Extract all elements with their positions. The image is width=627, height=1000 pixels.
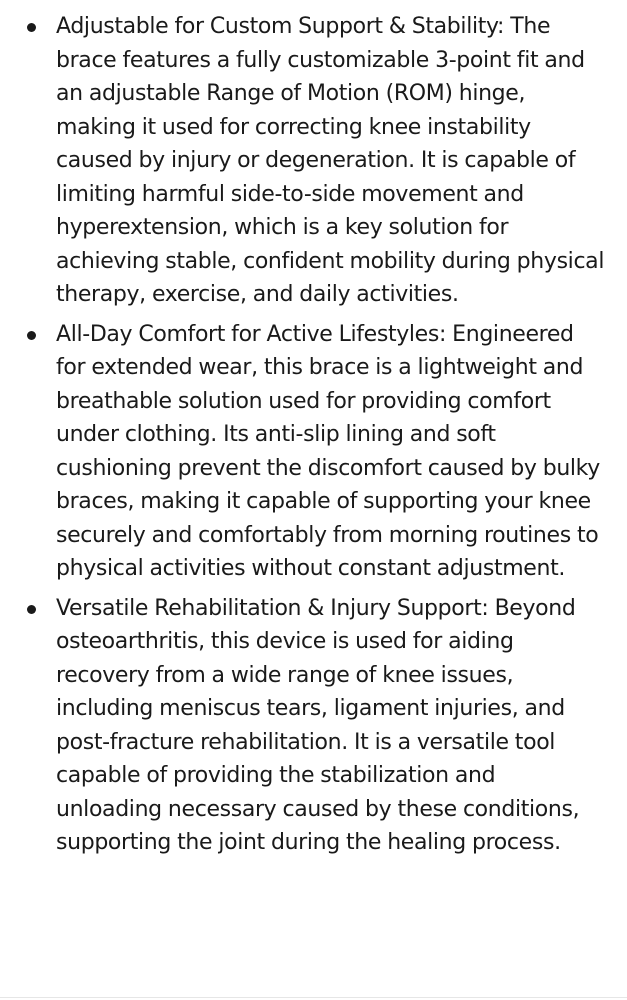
- bullet-text: Versatile Rehabilitation & Injury Support: Beyond osteoarthritis, this device is used for aiding recovery from a wide range of knee issues, including meniscus tears, ligament injuries, and post-fracture rehabilitation. It is a versatile tool capable of providing the stabilization and unloading necessary caused by these conditions, supporting the joint during the healing process.: [56, 595, 580, 855]
- bullet-item-custom-support: [0, 10, 627, 312]
- bullet-dot-icon: [27, 331, 36, 340]
- feature-bullet-list: [0, 10, 627, 860]
- bullet-text: All-Day Comfort for Active Lifestyles: Engineered for extended wear, this brace is a lightweight and breathable solution used for providing comfort under clothing. Its anti-slip lining and soft cushioning prevent the discomfort caused by bulky braces, making it capable of supporting your knee securely and comfortably from morning routines to physical activities without constant adjustment.: [56, 321, 600, 581]
- bullet-dot-icon: [27, 23, 36, 32]
- bottom-divider: [0, 997, 627, 998]
- bullet-item-rehabilitation: [0, 592, 627, 860]
- bullet-item-all-day-comfort: [0, 318, 627, 586]
- bullet-dot-icon: [27, 605, 36, 614]
- bullet-text: Adjustable for Custom Support & Stability: The brace features a fully customizable 3-point fit and an adjustable Range of Motion (ROM) hinge, making it used for correcting knee instability caused by injury or degeneration. It is capable of limiting harmful side-to-side movement and hyperextension, which is a key solution for achieving stable, confident mobility during physical therapy, exercise, and daily activities.: [56, 14, 605, 307]
